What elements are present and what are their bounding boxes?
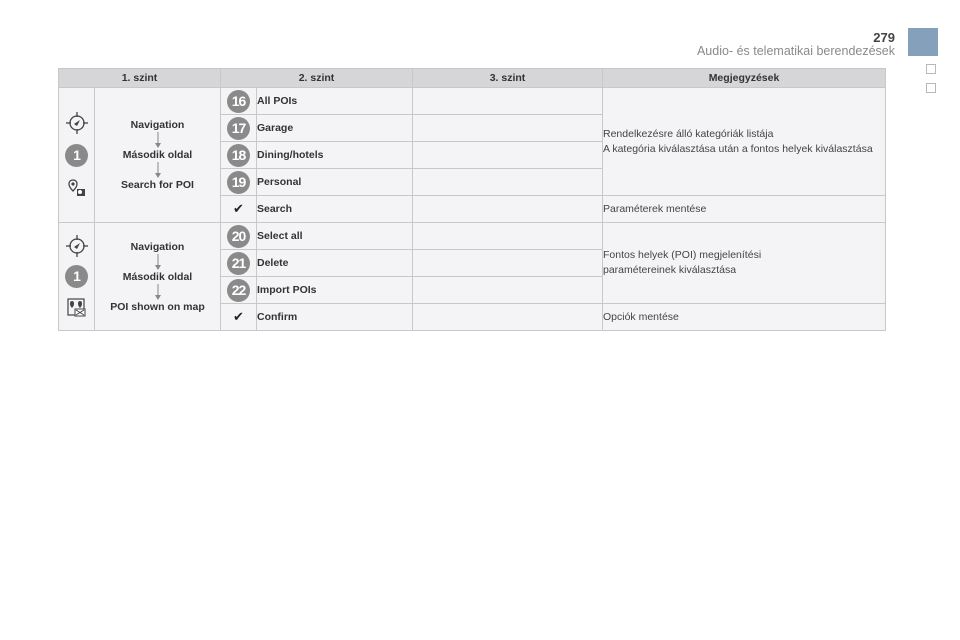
section-title: Audio- és telematikai berendezések (696, 44, 895, 58)
note-text: Opciók mentése (603, 304, 886, 331)
item-number-badge: 21 (227, 252, 250, 275)
group2-path (95, 223, 221, 331)
note-cell (603, 88, 886, 196)
menu-number-badge: 1 (65, 265, 88, 288)
item-number-badge: 20 (227, 225, 250, 248)
level2-item: Dining/hotels (257, 142, 413, 169)
path-step: Második oldal (122, 149, 193, 161)
menu-number-badge: 1 (65, 144, 88, 167)
level3-cell (413, 88, 603, 115)
level2-item: Select all (257, 223, 413, 250)
table-row (59, 88, 886, 115)
note-text: Fontos helyek (POI) megjelenítési paramétereinek kiválasztása (603, 249, 762, 276)
level2-item: Personal (257, 169, 413, 196)
poi-map-icon (66, 296, 88, 318)
level3-cell (413, 250, 603, 277)
crosshair-icon (66, 112, 88, 134)
checkmark-icon: ✔ (233, 201, 244, 216)
level3-cell (413, 169, 603, 196)
arrow-down-icon (153, 132, 163, 148)
note-text: Paraméterek mentése (603, 196, 886, 223)
item-number-badge: 22 (227, 279, 250, 302)
checkmark-icon: ✔ (233, 309, 244, 324)
note-text: Rendelkezésre álló kategóriák listája A kategória kiválasztása után a fontos helyek kiválasztása (603, 127, 873, 155)
level3-cell (413, 304, 603, 331)
level3-cell (413, 223, 603, 250)
page-marker-box (926, 64, 936, 74)
group1-icons (59, 88, 95, 223)
path-step: Navigation (130, 119, 185, 131)
level2-item: Garage (257, 115, 413, 142)
path-step: POI shown on map (110, 300, 205, 313)
arrow-down-icon (153, 284, 163, 300)
note-cell (603, 223, 886, 304)
level3-cell (413, 115, 603, 142)
page-number: 279 (873, 30, 895, 45)
level3-cell (413, 196, 603, 223)
table-row (59, 223, 886, 250)
header-level-1: 1. szint (59, 69, 221, 88)
level2-item: Delete (257, 250, 413, 277)
level3-cell (413, 142, 603, 169)
item-number-badge: 18 (227, 144, 250, 167)
item-number-badge: 16 (227, 90, 250, 113)
poi-search-icon (66, 177, 88, 199)
group2-icons (59, 223, 95, 331)
level2-item: Confirm (257, 304, 413, 331)
level2-item: Search (257, 196, 413, 223)
item-number-badge: 17 (227, 117, 250, 140)
arrow-down-icon (153, 254, 163, 270)
level2-item: Import POIs (257, 277, 413, 304)
path-step: Search for POI (121, 179, 194, 191)
header-level-2: 2. szint (221, 69, 413, 88)
path-step: Navigation (130, 240, 185, 253)
item-number-badge: 19 (227, 171, 250, 194)
table-header-row (59, 69, 886, 88)
menu-table (58, 68, 886, 331)
header-level-3: 3. szint (413, 69, 603, 88)
group1-path (95, 88, 221, 223)
level3-cell (413, 277, 603, 304)
chapter-tab (908, 28, 938, 56)
header-notes: Megjegyzések (603, 69, 886, 88)
crosshair-icon (66, 235, 88, 257)
level2-item: All POIs (257, 88, 413, 115)
arrow-down-icon (153, 162, 163, 178)
page-marker-box (926, 83, 936, 93)
path-step: Második oldal (122, 270, 193, 283)
